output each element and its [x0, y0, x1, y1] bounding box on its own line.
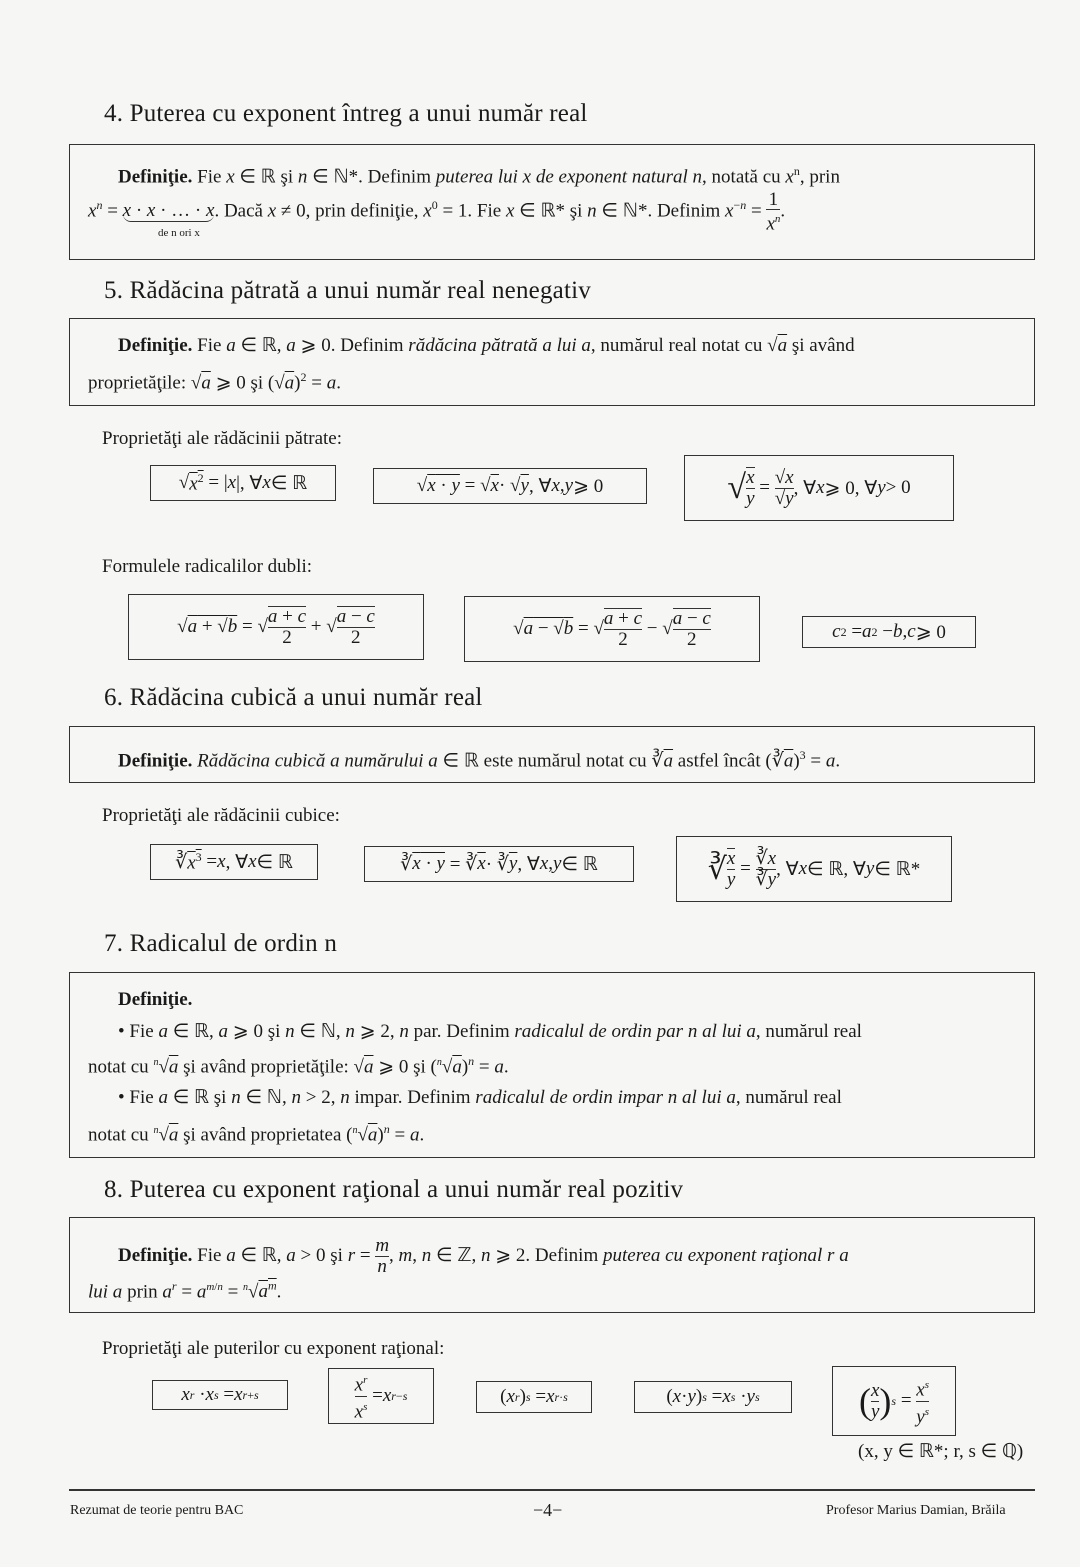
- definition-line-1: Definiţie. Rădăcina cubică a numărului a ∈ ℝ este numărul notat cu $∛\overline{a}$ astfel încât $(∛\overline{a})^3 = a$.: [118, 748, 841, 772]
- section-8-heading: 8. Puterea cu exponent raţional a unui număr real pozitiv: [104, 1176, 684, 1203]
- definition-box-7: [69, 972, 1035, 1158]
- formula-box: x r · x s = x r+s: [152, 1380, 288, 1410]
- definition-box-5: [69, 318, 1035, 406]
- bullet-1-line-2: notat cu $^n$√a şi având proprietăţile: √a ⩾ 0 şi $(^n√a)^n = a$.: [88, 1054, 509, 1078]
- formula-box: ( x y ) s = $x^s$ $y^s$: [832, 1366, 956, 1436]
- definition-line-2: proprietăţile: √a ⩾ 0 şi $(√a)^2 = a$.: [88, 370, 341, 394]
- definition-label: Definiţie.: [118, 750, 193, 772]
- formula-box: ( x · y ) s = x s · y s: [634, 1381, 792, 1413]
- definition-label: Definiţie.: [118, 335, 193, 356]
- underbrace-label: de n ori x: [158, 227, 200, 239]
- definition-line-1: Definiţie. Fie a ∈ ℝ, a > 0 şi r = $\frac{m}{n}$ , m, n ∈ ℤ, n ⩾ 2. Definim puterea cu exponent raţional r a: [118, 1235, 849, 1277]
- formula-box: ∛ x · y = ∛ $\overline{x}$ · ∛ $\overline{y}$ , ∀ x , y ∈ ℝ: [364, 846, 634, 882]
- definition-box-6: [69, 726, 1035, 783]
- formula-box: √ x · y = √ x · √ y , ∀ x , y ⩾ 0: [373, 468, 647, 504]
- definition-line-2: $x^n = x \cdot x$ · … · x. Dacă x ≠ 0, prin definiţie, $x^0 = 1$. Fie x ∈ ℝ* şi n ∈ ℕ*. Definim $x^{-n}$ = $\frac{1}{x^n}$ .: [88, 188, 786, 235]
- page-number: −4−: [533, 1500, 563, 1520]
- double-radicals-title: Formulele radicalilor dubli:: [102, 556, 313, 577]
- section-7-heading: 7. Radicalul de ordin n: [104, 930, 338, 957]
- bullet-2-line-2: notat cu $^n$√a şi având proprietatea $(^n√a)^n = a$.: [88, 1122, 425, 1146]
- properties-title: Proprietăţi ale puterilor cu exponent raţional:: [102, 1338, 445, 1359]
- footer-left: Rezumat de teorie pentru BAC: [70, 1503, 244, 1518]
- properties-title: Proprietăţi ale rădăcinii cubice:: [102, 805, 340, 826]
- section-4-heading: 4. Puterea cu exponent întreg a unui număr real: [104, 100, 588, 127]
- bullet-2-line-1: • Fie a ∈ ℝ şi n ∈ ℕ, n > 2, n impar. Definim radicalul de ordin impar n al lui a, numărul real: [118, 1087, 842, 1108]
- definition-line-2: lui a prin $a^r = a^{m/n} = ^n√a^m$.: [88, 1279, 282, 1303]
- footer-right: Profesor Marius Damian, Brăila: [826, 1503, 1006, 1518]
- bullet-1-line-1: • Fie a ∈ ℝ, a ⩾ 0 şi n ∈ ℕ, n ⩾ 2, n par. Definim radicalul de ordin par n al lui a, numărul real: [118, 1021, 862, 1042]
- properties-title: Proprietăţi ale rădăcinii pătrate:: [102, 428, 343, 449]
- formula-box: ∛ x y = ∛x ∛y , ∀ x ∈ ℝ, ∀ y ∈ ℝ*: [676, 836, 952, 902]
- formula-box: √ x y = √x √y , ∀ x ⩾ 0, ∀ y > 0: [684, 455, 954, 521]
- definition-label: Definiţie.: [118, 989, 193, 1010]
- formula-box: ∛ $x^3$ = x , ∀ x ∈ ℝ: [150, 844, 318, 880]
- condition-note: (x, y ∈ ℝ*; r, s ∈ ℚ): [858, 1441, 1024, 1462]
- definition-box-4: [69, 144, 1035, 260]
- definition-line-1: Definiţie. Fie a ∈ ℝ, a ⩾ 0. Definim rădăcina pătrată a lui a, numărul real notat cu √a şi având: [118, 335, 855, 356]
- section-6-heading: 6. Rădăcina cubică a unui număr real: [104, 684, 483, 711]
- definition-line-1: Definiţie. Fie x ∈ ℝ şi n ∈ ℕ*. Definim puterea lui x de exponent natural n, notată cu $x^n$, prin: [118, 164, 840, 188]
- formula-box: √ $x^2$ = | x |, ∀ x ∈ ℝ: [150, 465, 336, 501]
- definition-box-8: [69, 1217, 1035, 1313]
- definition-label: Definiţie.: [118, 1244, 193, 1266]
- formula-box: $x^r$ $x^s$ = x r−s: [328, 1368, 434, 1424]
- formula-box: ( x r ) s = x r·s: [476, 1381, 592, 1413]
- definition-label: Definiţie.: [118, 166, 193, 188]
- footer-rule: [69, 1489, 1035, 1491]
- formula-box: c 2 = a 2 − b , c ⩾ 0: [802, 616, 976, 648]
- formula-box: √ a + √b = √ a + c 2 + √ a − c 2: [128, 594, 424, 660]
- section-5-heading: 5. Rădăcina pătrată a unui număr real nenegativ: [104, 277, 591, 304]
- formula-box: √ a − √b = √ a + c 2 − √ a − c 2: [464, 596, 760, 662]
